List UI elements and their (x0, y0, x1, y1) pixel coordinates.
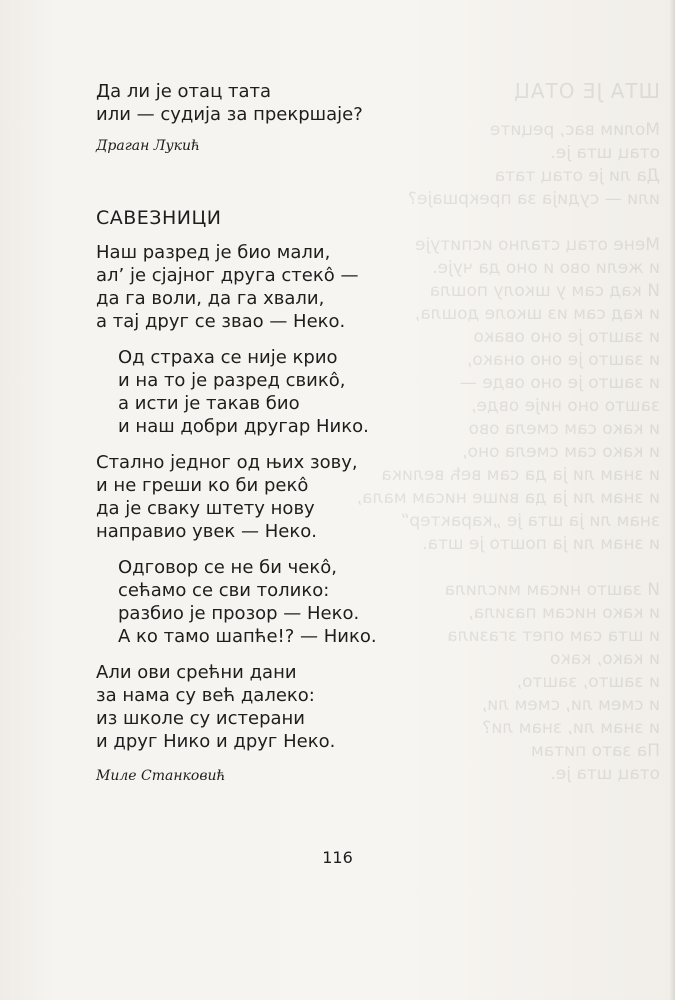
poem-stanza-4 (96, 556, 436, 648)
first-poem-excerpt (96, 80, 436, 155)
first-poem-author: Драган Лукић (96, 138, 200, 154)
second-poem-author: Миле Станковић (96, 768, 226, 784)
poem-title: САВЕЗНИЦИ (96, 207, 222, 229)
poem-line: Одговор се не би чекô, (118, 557, 337, 578)
second-poem (96, 206, 436, 785)
poem-line: да га воли, да га хвали, (96, 288, 325, 309)
poem-line: и друг Нико и друг Неко. (96, 731, 336, 752)
poem-line: и на то је разред свикô, (118, 370, 346, 391)
poem-stanza-2 (96, 346, 436, 438)
poem-stanza-5 (96, 661, 436, 753)
poem-line: за нама су већ далеко: (96, 685, 315, 706)
poem-line: Наш разред је био мали, (96, 242, 331, 263)
poem-line: из школе су истерани (96, 708, 305, 729)
poem-line: Стално једног од њих зову, (96, 452, 358, 473)
poem-line: направио увек — Неко. (96, 521, 317, 542)
poem-line: а исти је такав био (118, 393, 300, 414)
poem-line: разбио је прозор — Неко. (118, 603, 360, 624)
poem-stanza-3 (96, 451, 436, 543)
poem-line: да је сваку штету нову (96, 498, 315, 519)
page-number: 116 (322, 848, 353, 867)
poem-line: или — судија за прекршаје? (96, 104, 363, 125)
poem-line: и не греши ко би рекô (96, 475, 309, 496)
poem-line: Да ли је отац тата (96, 81, 272, 102)
reverse-page-show-through: ШТА ЈЕ ОТАЦ Молим вас, реците отац шта је. Да ли је отац тата или — судија за прекршаје? Мене отац стално испитује и жели ово и оно да чује. И кад сам у школу пошла и кад сам из школе дошла, и зашто је оно овако и зашто је оно онако, и зашто је оно овде — зашто оно није овде, и како сам смела ово и како сам смела оно, и знам ли ја да сам већ велика и знам ли ја да више нисам мала, знам ли ја шта је „карактер“ и знам ли ја пошто је шта. И зашто нисам мислила и како нисам пазила, и шта сам опет згазила и како, како и зашто, зашто, и смем ли, смем ли, и знам ли, знам ли? Па зато питам отац шта је. (356, 79, 660, 784)
page-content (96, 80, 436, 785)
poem-stanza-1 (96, 241, 436, 333)
poem-line: сећамо се сви толико: (118, 580, 330, 601)
poem-line: а тај друг се звао — Неко. (96, 311, 346, 332)
poem-line: Од страха се није крио (118, 347, 338, 368)
poem-line: Али ови срећни дани (96, 662, 297, 683)
poem-line: и наш добри другар Нико. (118, 416, 369, 437)
poem-line: ал’ је сјајног друга стекô — (96, 265, 359, 286)
poem-line: А ко тамо шапће!? — Нико. (118, 626, 377, 647)
